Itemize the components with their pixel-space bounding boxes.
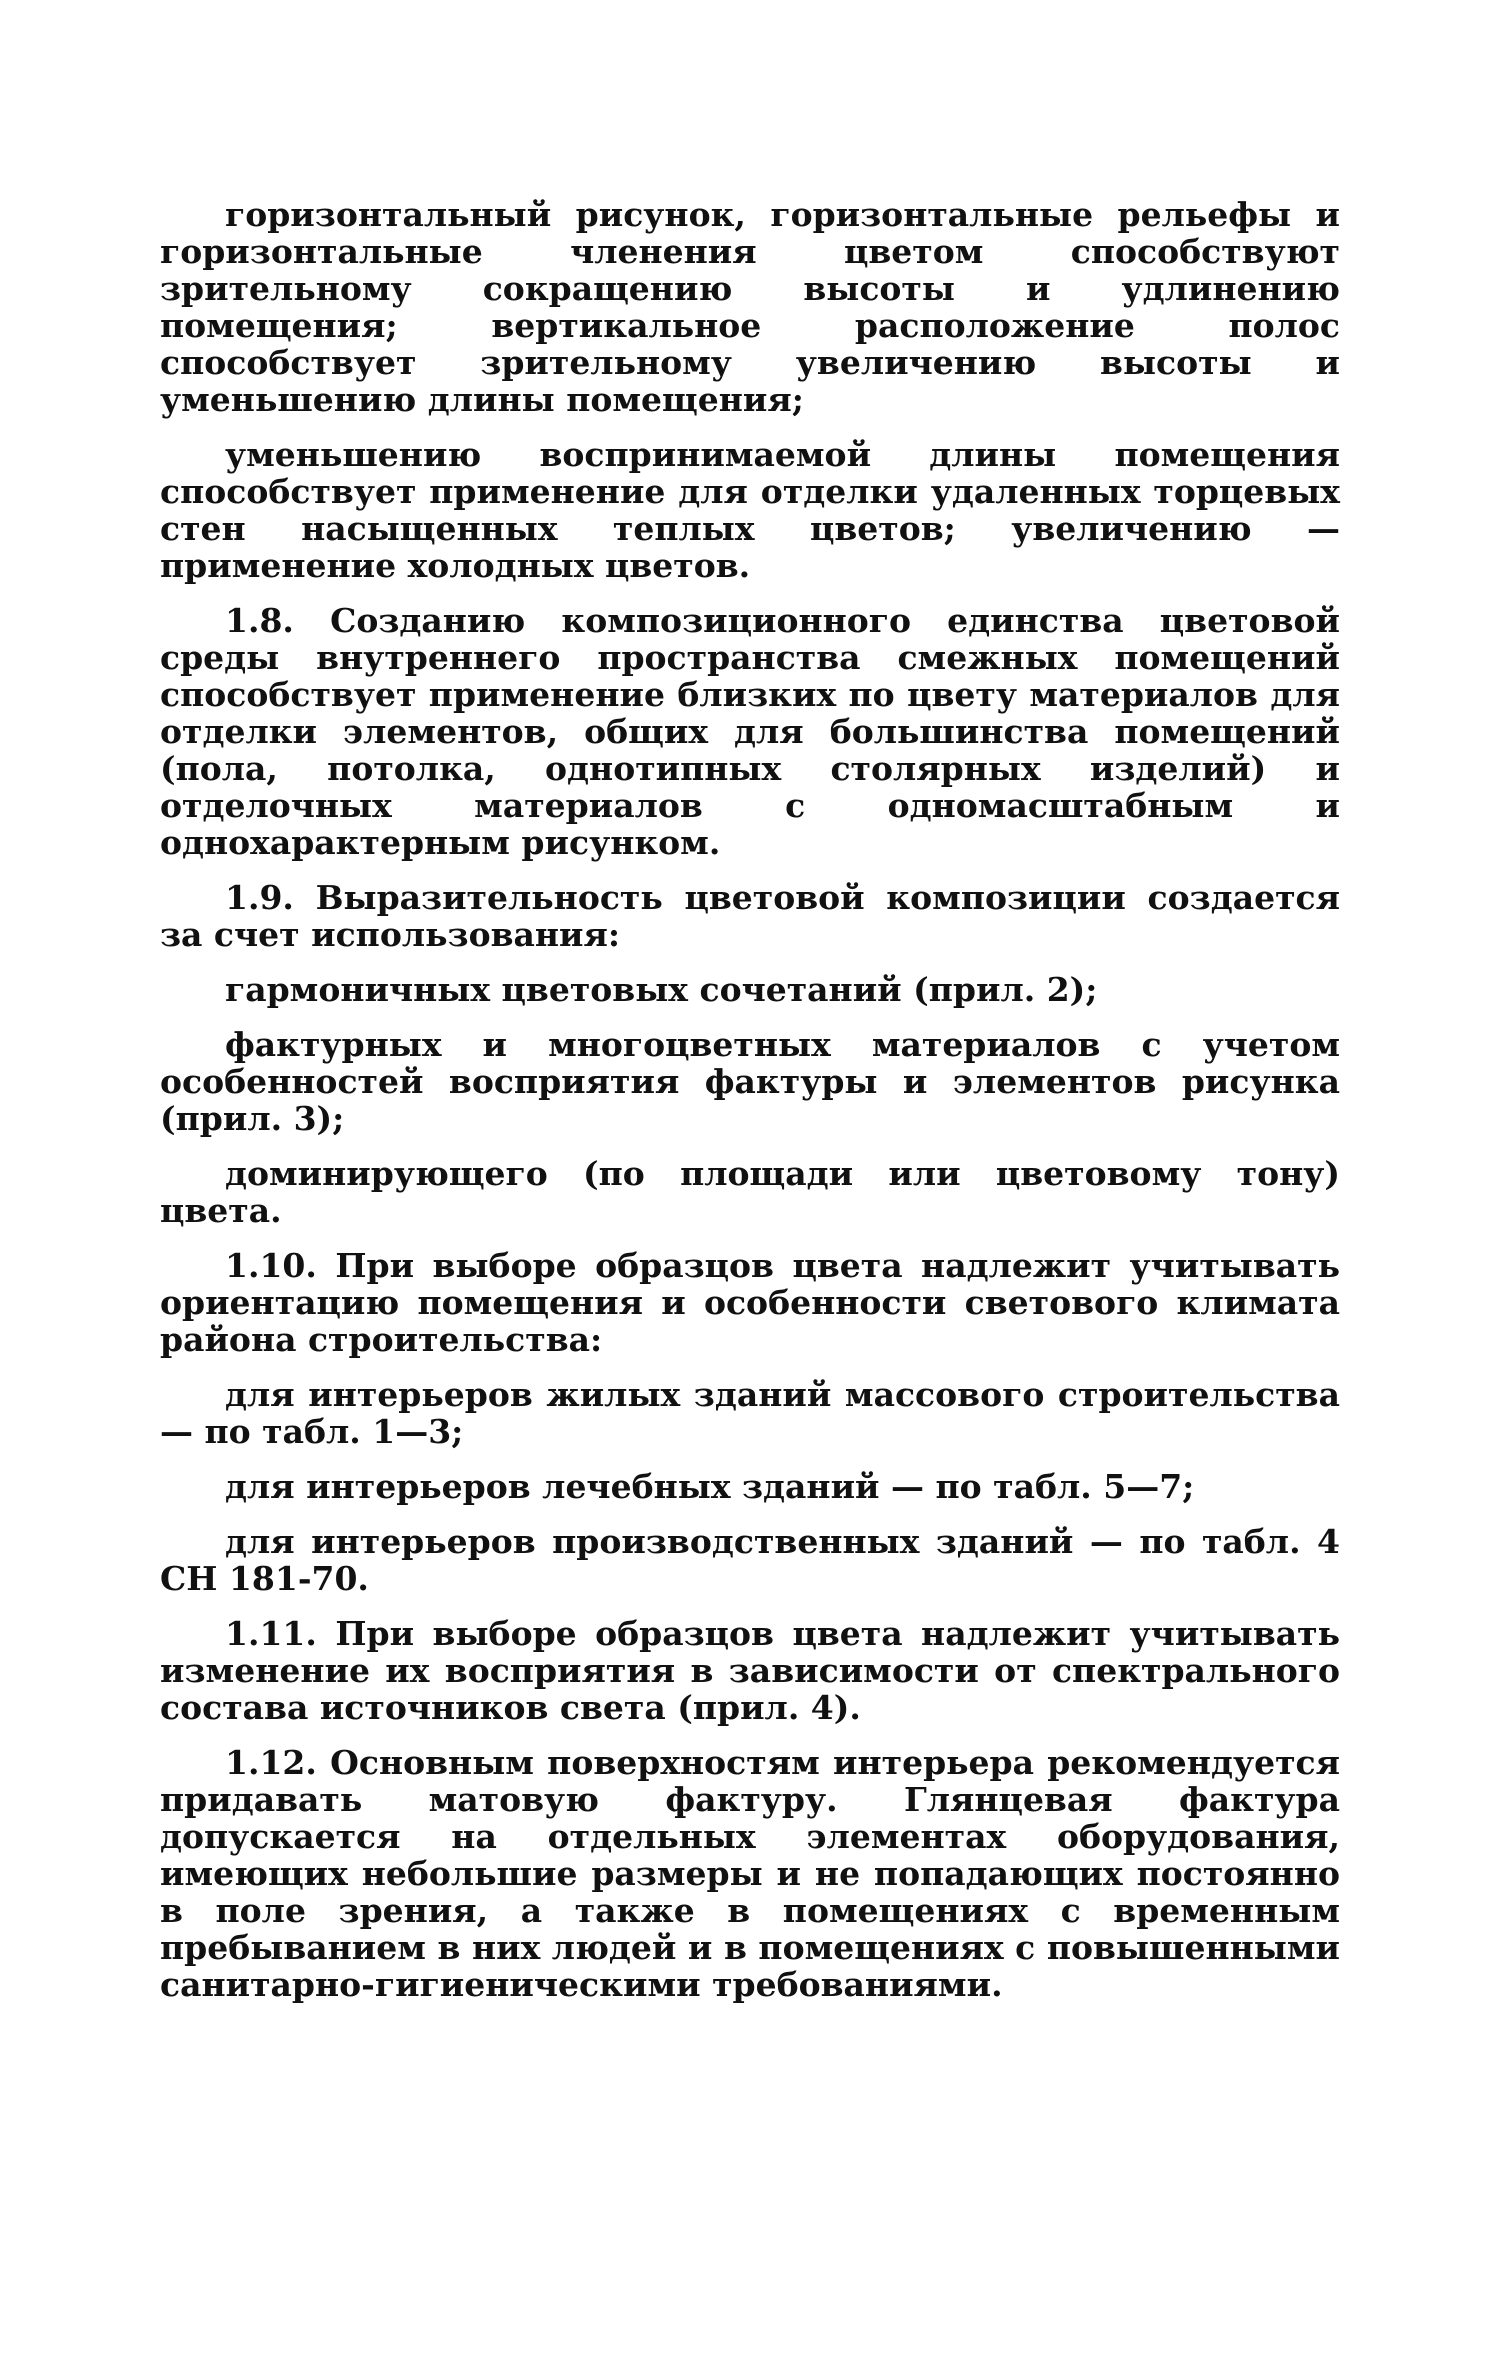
paragraph-number: 1.11. (225, 1614, 317, 1653)
paragraph-text: для интерьеров жилых зданий массового строительства — по табл. 1—3; (160, 1375, 1340, 1451)
paragraph-text: При выборе образцов цвета надлежит учитывать изменение их восприятия в зависимости от спектрального состава источников света (прил. 4). (160, 1614, 1340, 1727)
paragraph-text: Основным поверхностям интерьера рекомендуется придавать матовую фактуру. Глянцевая фактура допускается на отдельных элементах оборудования, имеющих небольшие размеры и не попадающих постоянно в поле зрения, а также в помещениях с временным пребыванием в них людей и в помещениях с повышенными санитарно-гигиеническими требованиями. (160, 1743, 1340, 2004)
paragraph-text: гармоничных цветовых сочетаний (прил. 2); (225, 970, 1098, 1009)
paragraph-1-9 (160, 879, 1340, 953)
paragraph-number: 1.12. (225, 1743, 317, 1782)
paragraph-text: При выборе образцов цвета надлежит учитывать ориентацию помещения и особенности светового климата района строительства: (160, 1246, 1340, 1359)
list-item-residential (160, 1376, 1340, 1450)
paragraph-text: для интерьеров производственных зданий — по табл. 4 СН 181-70. (160, 1522, 1340, 1598)
paragraph-horizontal-pattern (160, 196, 1340, 418)
list-item-dominant-color (160, 1155, 1340, 1229)
paragraph-1-11 (160, 1615, 1340, 1726)
paragraph-text: доминирующего (по площади или цветовому тону) цвета. (160, 1154, 1340, 1230)
paragraph-text: горизонтальный рисунок, горизонтальные рельефы и горизонтальные членения цветом способствуют зрительному сокращению высоты и удлинению помещения; вертикальное расположение полос способствует зрительному увеличению высоты и уменьшению длины помещения; (160, 195, 1340, 419)
document-body (160, 196, 1340, 2021)
paragraph-1-10 (160, 1247, 1340, 1358)
paragraph-number: 1.10. (225, 1246, 317, 1285)
paragraph-text: Созданию композиционного единства цветовой среды внутреннего пространства смежных помещений способствует применение близких по цвету материалов для отделки элементов, общих для большинства помещений (пола, потолка, однотипных столярных изделий) и отделочных материалов с одномасштабным и однохарактерным рисунком. (160, 601, 1340, 862)
paragraph-text: для интерьеров лечебных зданий — по табл. 5—7; (225, 1467, 1195, 1506)
paragraph-number: 1.8. (225, 601, 294, 640)
paragraph-1-12 (160, 1744, 1340, 2003)
list-item-textured-materials (160, 1026, 1340, 1137)
paragraph-text: уменьшению воспринимаемой длины помещения способствует применение для отделки удаленных торцевых стен насыщенных теплых цветов; увеличению — применение холодных цветов. (160, 435, 1340, 585)
list-item-harmonic-colors (160, 971, 1340, 1008)
list-item-medical (160, 1468, 1340, 1505)
paragraph-number: 1.9. (225, 878, 294, 917)
list-item-industrial (160, 1523, 1340, 1597)
paragraph-1-8 (160, 602, 1340, 861)
paragraph-perceived-length (160, 436, 1340, 584)
paragraph-text: Выразительность цветовой композиции создается за счет использования: (160, 878, 1340, 954)
paragraph-text: фактурных и многоцветных материалов с учетом особенностей восприятия фактуры и элементов рисунка (прил. 3); (160, 1025, 1340, 1138)
